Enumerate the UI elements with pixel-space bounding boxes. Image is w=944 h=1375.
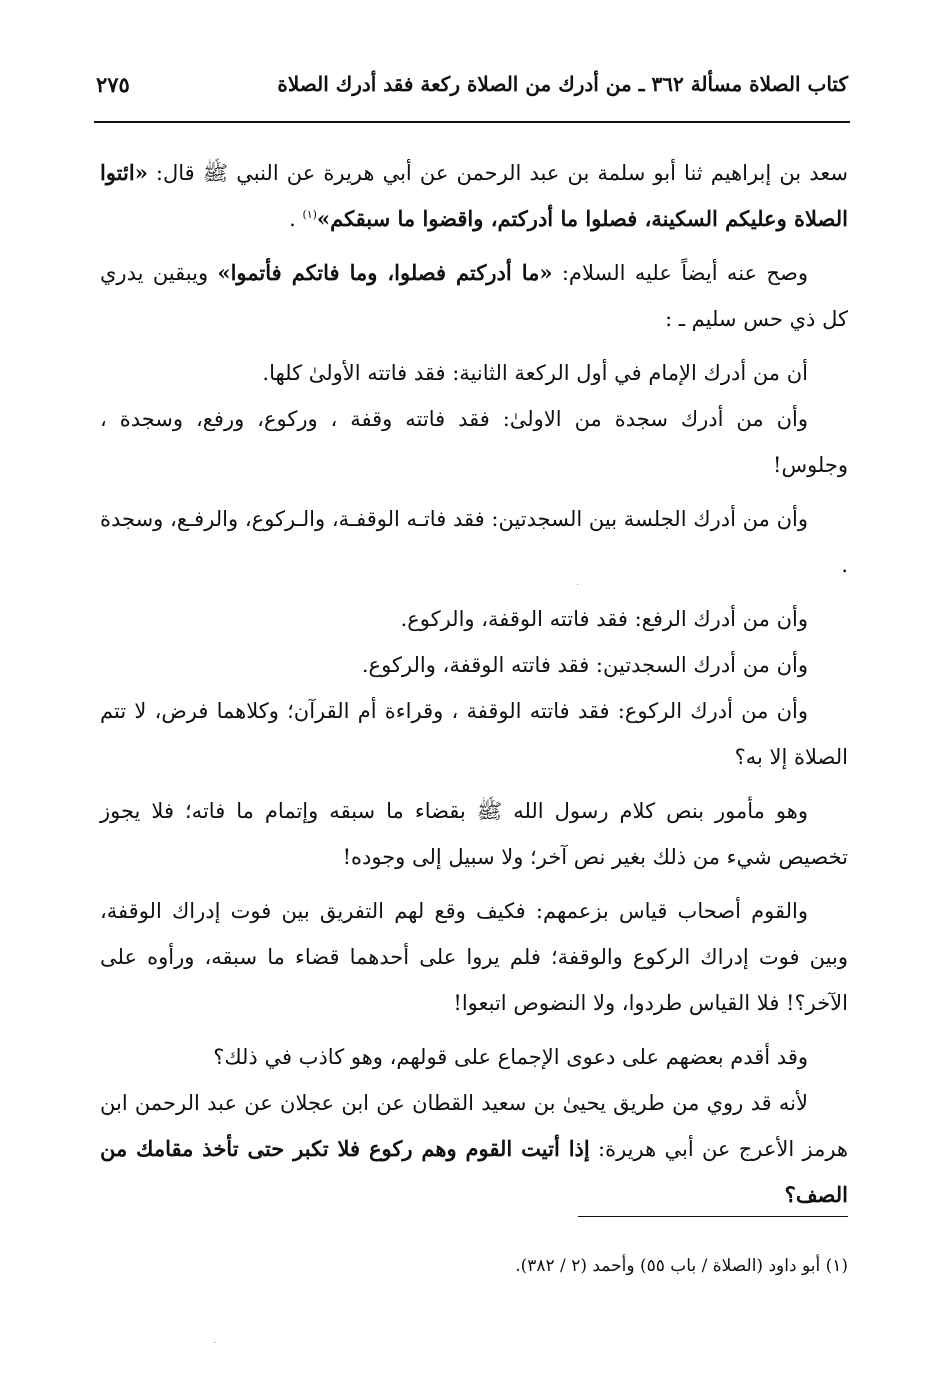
scan-speck: ·	[576, 580, 580, 591]
paragraph-9: وهو مأمور بنص كلام رسول الله ﷺ بقضاء ما سبقه وإتمام ما فاته؛ فلا يجوز تخصيص شيء من ذلك بغير نص آخر؛ ولا سبيل إلى وجوده!	[100, 799, 848, 869]
page-number: ٢٧٥	[96, 71, 130, 97]
page-header	[96, 62, 848, 106]
footnote: (١) أبو داود (الصلاة / باب ٥٥) وأحمد (٢ / ٣٨٢).	[515, 1256, 848, 1276]
scan-speck: ·	[213, 1338, 217, 1349]
footnote-marker: (١)	[302, 208, 317, 221]
paragraph-7: وأن من أدرك السجدتين: فقد فاتته الوقفة، والركوع.	[361, 653, 808, 677]
paragraph-6: وأن من أدرك الرفع: فقد فاتته الوقفة، والركوع.	[400, 607, 808, 631]
paragraph-8: وأن من أدرك الركوع: فقد فاتته الوقفة ، وقراءة أم القرآن؛ وكلاهما فرض، لا تتم الصلاة إلا به؟	[100, 699, 848, 769]
paragraph-5: وأن من أدرك الجلسة بين السجدتين: فقد فاتـه الوقفـة، والـركوع، والرفـع، وسجدة .	[100, 507, 848, 577]
paragraph-3: أن من أدرك الإمام في أول الركعة الثانية: فقد فاتته الأولىٰ كلها.	[262, 361, 808, 385]
paragraph-10: والقوم أصحاب قياس بزعمهم: فكيف وقع لهم التفريق بين فوت إدراك الوقفة، وبين فوت إدراك الركوع والوقفة؛ فلم يروا على أحدهما قضاء ما سبقه، ورأوه على الآخر؟! فلا القياس طردوا، ولا النضوص اتبعوا!	[100, 899, 848, 1015]
header-rule	[94, 121, 850, 123]
paragraph-11: وقد أقدم بعضهم على دعوى الإجماع على قولهم، وهو كاذب في ذلك؟	[213, 1045, 808, 1069]
paragraph-1: سعد بن إبراهيم ثنا أبو سلمة بن عبد الرحمن عن أبي هريرة عن النبي ﷺ قال: «ائتوا الصلاة وعليكم السكينة، فصلوا ما أدركتم، واقضوا ما سبقكم»$^{(١)}$ .	[100, 160, 848, 231]
paragraph-4: وأن من أدرك سجدة من الاولىٰ: فقد فاتته وقفة ، وركوع، ورفع، وسجدة ، وجلوس!	[100, 407, 848, 477]
footnote-rule	[578, 1216, 848, 1217]
running-head: كتاب الصلاة مسألة ٣٦٢ ـ من أدرك من الصلاة ركعة فقد أدرك الصلاة	[277, 72, 848, 96]
paragraph-2: وصح عنه أيضاً عليه السلام: «ما أدركتم فصلوا، وما فاتكم فأتموا» ويبقين يدري كل ذي حس سليم ـ :	[100, 260, 848, 331]
paragraph-12: لأنه قد روي من طريق يحيىٰ بن سعيد القطان عن ابن عجلان عن عبد الرحمن ابن هرمز الأعرج عن أبي هريرة: إذا أتيت القوم وهم ركوع فلا تكبر حتى تأخذ مقامك من الصف؟	[100, 1091, 849, 1207]
main-text	[100, 150, 848, 1218]
